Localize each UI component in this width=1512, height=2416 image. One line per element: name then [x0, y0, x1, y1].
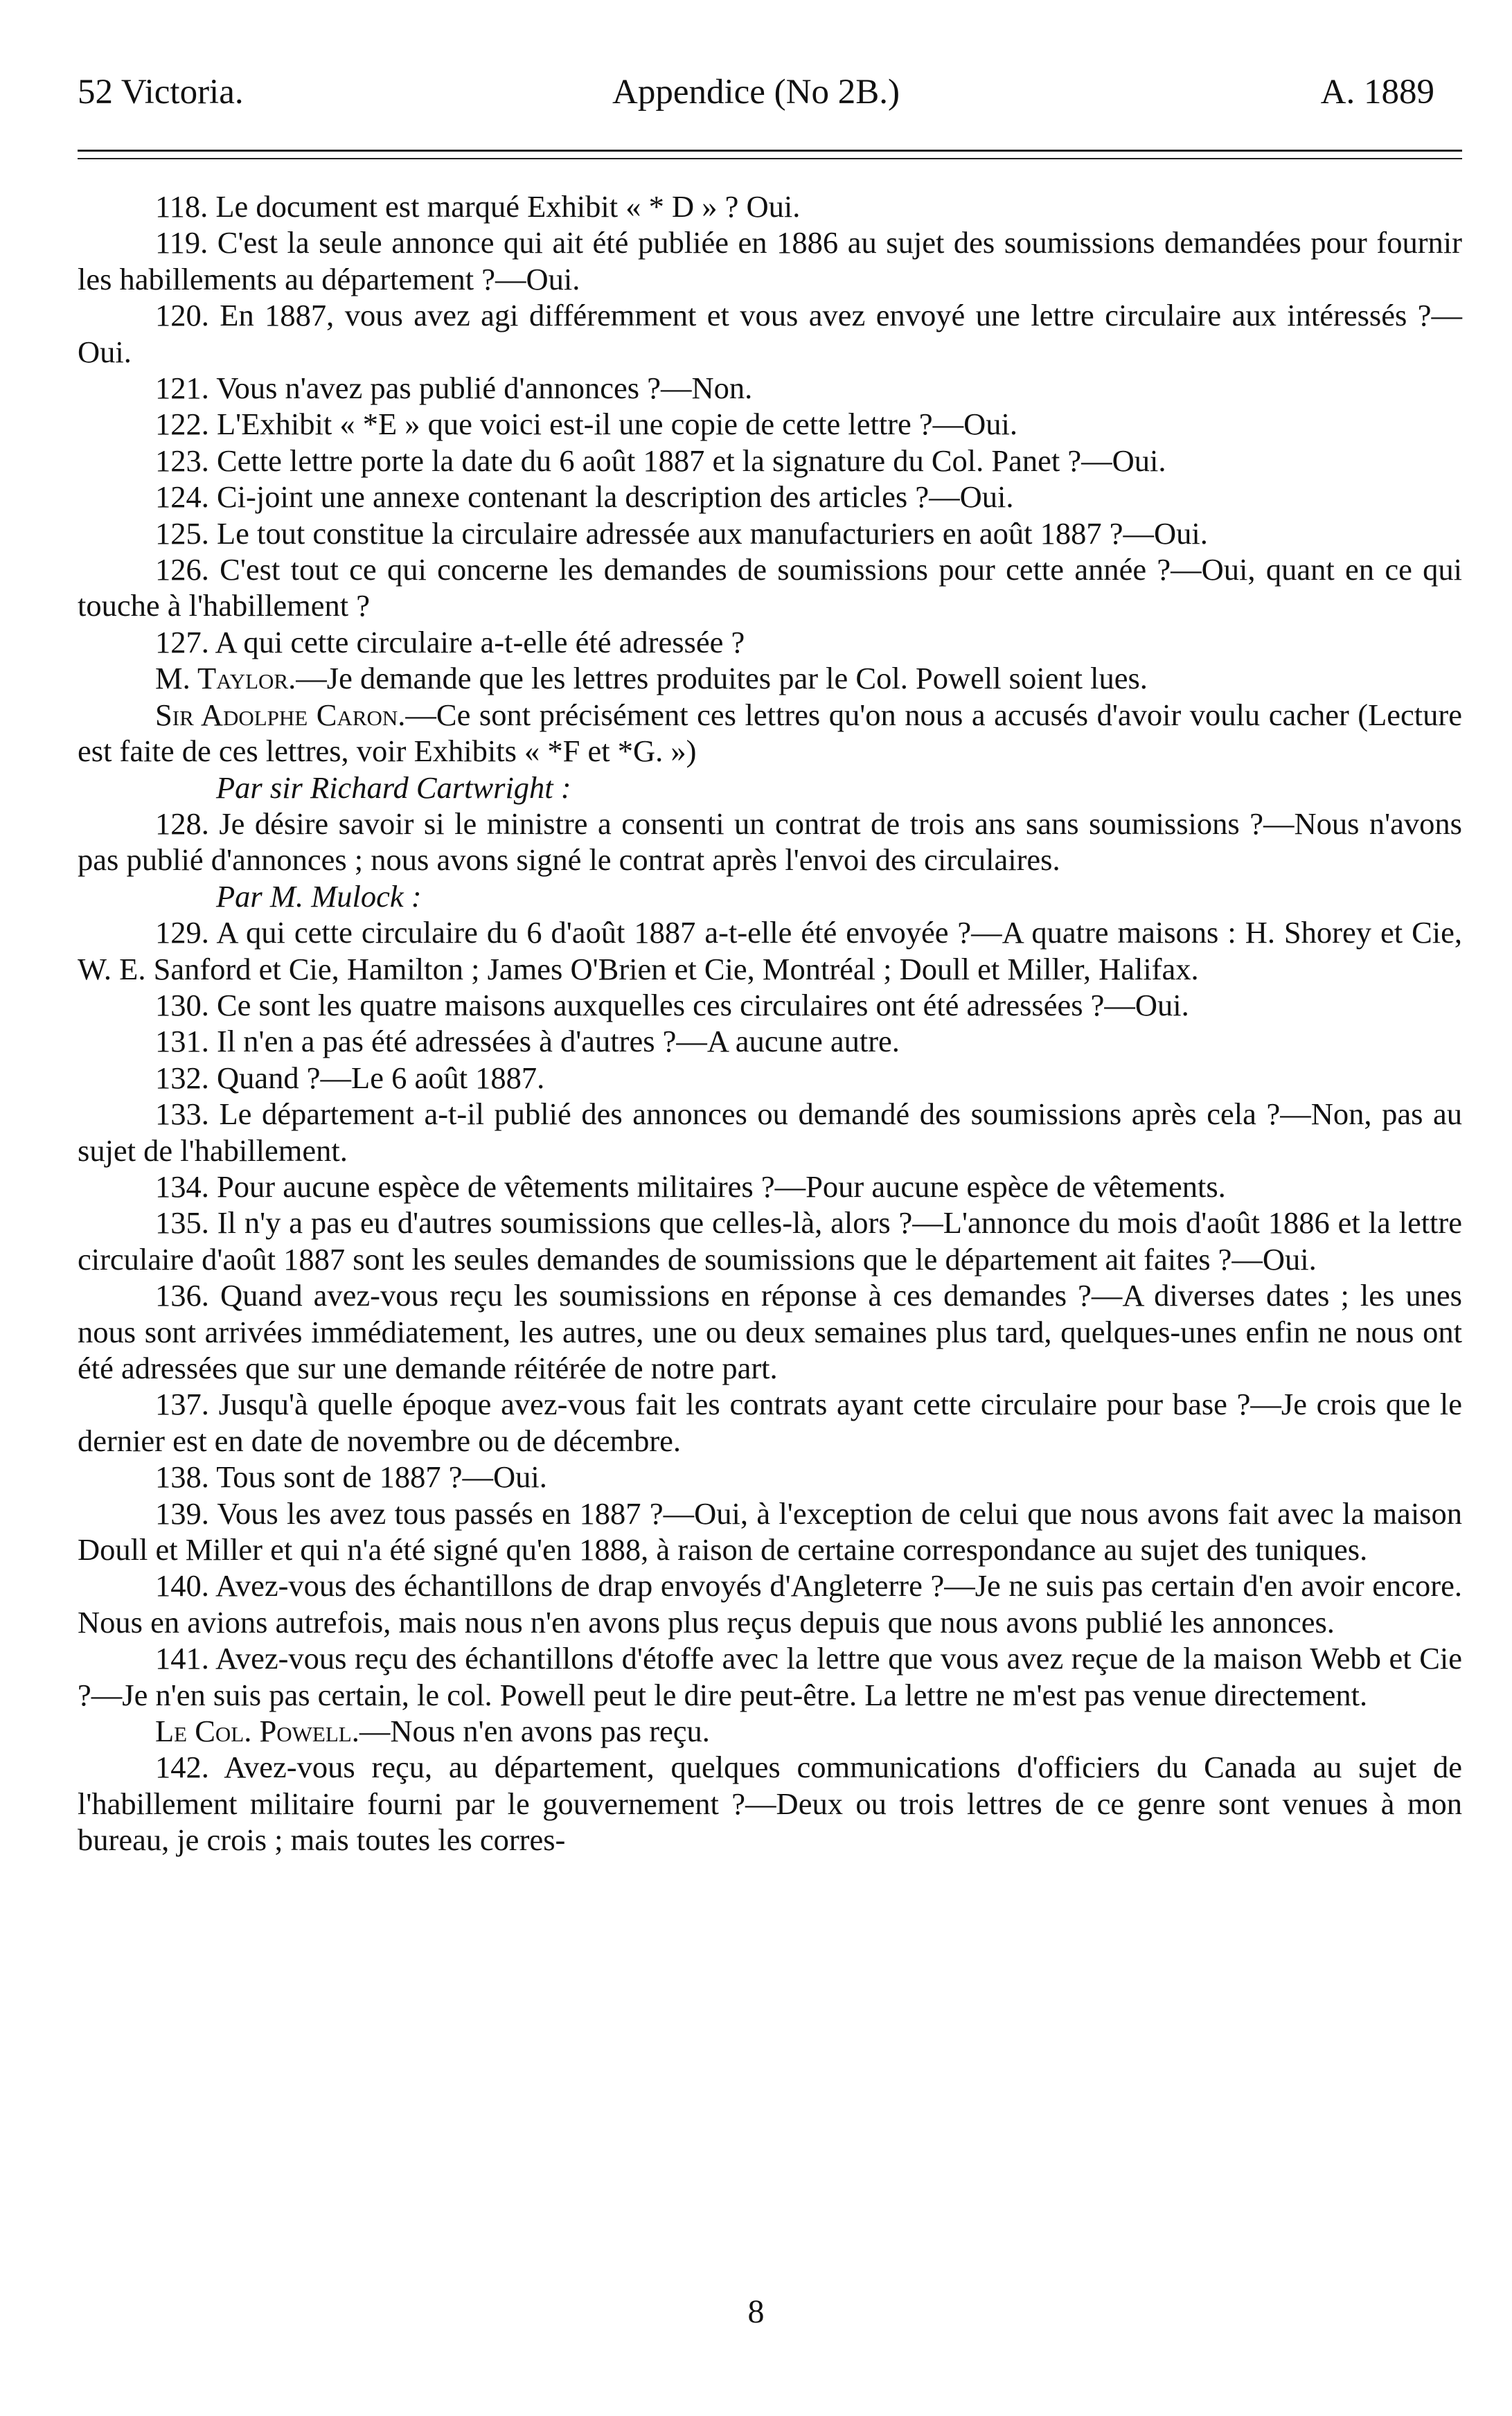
- question-paragraph: [78, 1749, 1462, 1858]
- paragraph-text: 128. Je désire savoir si le ministre a consenti un contrat de trois ans sans soumissions ?—Nous n'avons pas publié d'annonces ; nous avons signé le contrat après l'envoi des circulaires.: [78, 806, 1462, 878]
- header-appendix-main: Appendice (No 2: [612, 73, 856, 112]
- paragraph-text: 127. A qui cette circulaire a-t-elle été adressée ?: [155, 624, 745, 659]
- speaker-name: M. Taylor.: [155, 661, 296, 696]
- header-appendix-letter: B: [855, 73, 880, 112]
- speaker-paragraph: [78, 660, 1462, 696]
- header-regnal-year: 52 Victoria.: [78, 73, 244, 112]
- speaker-paragraph: [78, 697, 1462, 770]
- question-paragraph: [78, 806, 1462, 878]
- question-paragraph: [78, 1386, 1462, 1459]
- question-paragraph: [78, 1169, 1462, 1205]
- question-paragraph: [78, 188, 1462, 224]
- paragraph-text: —Ce sont précisément ces lettres qu'on nous a accusés d'avoir voulu cacher (Lecture est faite de ces lettres, voir Exhibits « *F et *G. »): [78, 697, 1462, 769]
- paragraph-text: 121. Vous n'avez pas publié d'annonces ?—Non.: [155, 371, 753, 406]
- paragraph-text: 119. C'est la seule annonce qui ait été publiée en 1886 au sujet des soumissions demandées pour fournir les habillements au département ?—Oui.: [78, 225, 1462, 296]
- header-rule-bottom: [78, 158, 1462, 159]
- paragraph-text: 138. Tous sont de 1887 ?—Oui.: [155, 1459, 547, 1495]
- question-paragraph: [78, 987, 1462, 1023]
- speaker-name: Sir Adolphe Caron.: [155, 697, 406, 732]
- paragraph-text: 130. Ce sont les quatre maisons auxquelles ces circulaires ont été adressées ?—Oui.: [155, 987, 1189, 1022]
- paragraph-text: 137. Jusqu'à quelle époque avez-vous fait les contrats ayant cette circulaire pour base ?—Je crois que le dernier est en date de novembre ou de décembre.: [78, 1387, 1462, 1458]
- question-paragraph: [78, 1023, 1462, 1059]
- question-paragraph: [78, 1205, 1462, 1277]
- speaker-name: Le Col. Powell.: [155, 1714, 359, 1749]
- page-number: 8: [747, 2293, 765, 2330]
- paragraph-text: 136. Quand avez-vous reçu les soumissions en réponse à ces demandes ?—A diverses dates ; les unes nous sont arrivées immédiatement, les autres, une ou deux semaines plus tard, quelques-unes enfin ne nous ont été adressées que sur une demande réitérée de notre part.: [78, 1278, 1462, 1385]
- question-paragraph: [78, 443, 1462, 479]
- paragraph-text: —Je demande que les lettres produites par le Col. Powell soient lues.: [296, 661, 1148, 696]
- question-paragraph: [78, 1060, 1462, 1096]
- questioner-heading: Par sir Richard Cartwright :: [216, 770, 571, 805]
- paragraph-text: 126. C'est tout ce qui concerne les demandes de soumissions pour cette année ?—Oui, quant en ce qui touche à l'habillement ?: [78, 552, 1462, 623]
- question-paragraph: [78, 515, 1462, 551]
- paragraph-text: 118. Le document est marqué Exhibit « * D » ? Oui.: [155, 189, 801, 224]
- header-appendix-end: .): [879, 73, 900, 112]
- paragraph-text: 125. Le tout constitue la circulaire adressée aux manufacturiers en août 1887 ?—Oui.: [155, 515, 1208, 551]
- header-appendix: [78, 72, 1434, 112]
- question-paragraph: [78, 479, 1462, 515]
- paragraph-text: 124. Ci-joint une annexe contenant la description des articles ?—Oui.: [155, 479, 1014, 515]
- question-paragraph: [78, 297, 1462, 370]
- questioner-heading: Par M. Mulock :: [216, 878, 422, 914]
- paragraph-text: 134. Pour aucune espèce de vêtements militaires ?—Pour aucune espèce de vêtements.: [155, 1169, 1226, 1204]
- paragraph-text: 122. L'Exhibit « *E » que voici est-il une copie de cette lettre ?—Oui.: [155, 407, 1018, 442]
- question-paragraph: [78, 551, 1462, 624]
- question-paragraph: [78, 1459, 1462, 1495]
- paragraph-text: 123. Cette lettre porte la date du 6 août 1887 et la signature du Col. Panet ?—Oui.: [155, 443, 1166, 478]
- paragraph-text: 120. En 1887, vous avez agi différemment et vous avez envoyé une lettre circulaire aux intéressés ?—Oui.: [78, 298, 1462, 369]
- question-paragraph: [78, 1495, 1462, 1568]
- question-paragraph: [78, 914, 1462, 987]
- paragraph-text: 131. Il n'en a pas été adressées à d'autres ?—A aucune autre.: [155, 1024, 900, 1059]
- paragraph-text: 132. Quand ?—Le 6 août 1887.: [155, 1060, 545, 1095]
- page-header: [78, 72, 1434, 121]
- paragraph-text: 129. A qui cette circulaire du 6 d'août 1887 a-t-elle été envoyée ?—A quatre maisons : H. Shorey et Cie, W. E. Sanford et Cie, Hamilton ; James O'Brien et Cie, Montréal ; Doull et Miller, Halifax.: [78, 915, 1462, 986]
- paragraph-text: 140. Avez-vous des échantillons de drap envoyés d'Angleterre ?—Je ne suis pas certain d'en avoir encore. Nous en avions autrefois, mais nous n'en avons plus reçus depuis que nous avons publié les annonces.: [78, 1568, 1462, 1640]
- question-paragraph: [78, 1096, 1462, 1169]
- paragraph-text: 141. Avez-vous reçu des échantillons d'étoffe avec la lettre que vous avez reçue de la maison Webb et Cie ?—Je n'en suis pas certain, le col. Powell peut le dire peut-être. La lettre ne m'est pas venue directement.: [78, 1641, 1462, 1712]
- header-rule-top: [78, 150, 1462, 152]
- paragraph-text: —Nous n'en avons pas reçu.: [359, 1714, 710, 1749]
- paragraph-text: 133. Le département a-t-il publié des annonces ou demandé des soumissions après cela ?—Non, pas au sujet de l'habillement.: [78, 1096, 1462, 1168]
- question-paragraph: [78, 370, 1462, 406]
- question-paragraph: [78, 1640, 1462, 1713]
- question-paragraph: [78, 224, 1462, 297]
- question-paragraph: [78, 406, 1462, 442]
- paragraph-text: 139. Vous les avez tous passés en 1887 ?—Oui, à l'exception de celui que nous avons fait avec la maison Doull et Miller et qui n'a été signé qu'en 1888, à raison de certaine correspondance au sujet des tuniques.: [78, 1495, 1462, 1567]
- paragraph-text: 135. Il n'y a pas eu d'autres soumissions que celles-là, alors ?—L'annonce du mois d'août 1886 et la lettre circulaire d'août 1887 sont les seules demandes de soumissions que le département ait faites ?—Oui.: [78, 1205, 1462, 1277]
- question-paragraph: [78, 1277, 1462, 1386]
- document-body: [78, 188, 1462, 1858]
- header-year: A. 1889: [1320, 73, 1434, 112]
- speaker-paragraph: [78, 1713, 1462, 1749]
- question-paragraph: [78, 1567, 1462, 1640]
- paragraph-text: 142. Avez-vous reçu, au département, quelques communications d'officiers du Canada au sujet de l'habillement militaire fourni par le gouvernement ?—Deux ou trois lettres de ce genre sont venues à mon bureau, je crois ; mais toutes les corres-: [78, 1750, 1462, 1858]
- question-paragraph: [78, 624, 1462, 660]
- page-footer: [0, 2293, 1512, 2331]
